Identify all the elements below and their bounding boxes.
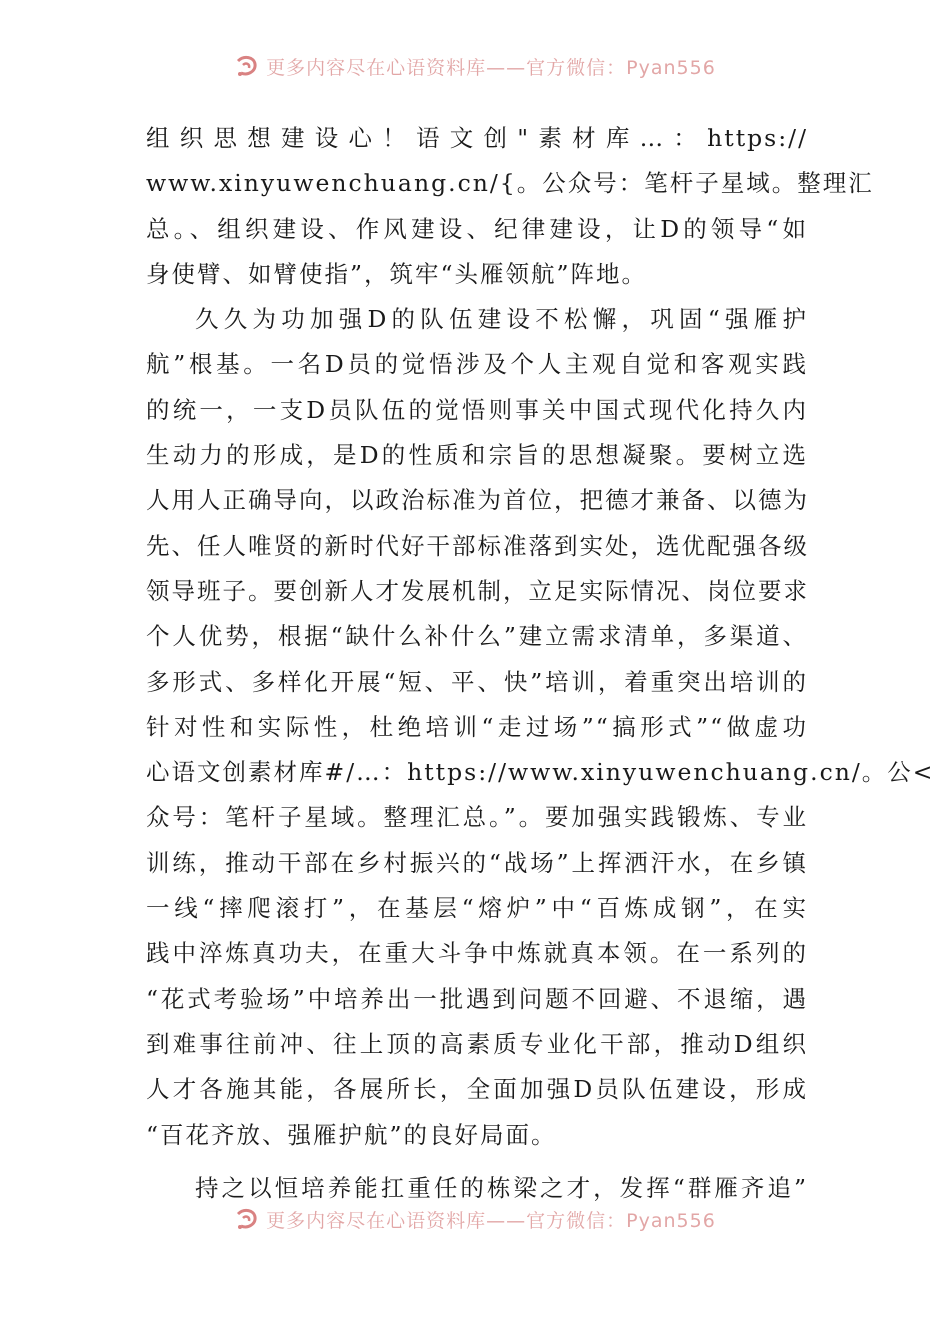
text-line: 多形式、多样化开展“短、平、快”培训，着重突出培训的 bbox=[146, 667, 808, 696]
text-line: 训练，推动干部在乡村振兴的“战场”上挥洒汗水，在乡镇 bbox=[146, 848, 808, 877]
text-line: www.xinyuwenchuang.cn/{。公众号：笔杆子星域。整理汇 bbox=[146, 169, 874, 198]
text-line: 个人优势，根据“缺什么补什么”建立需求清单，多渠道、 bbox=[146, 622, 808, 651]
text-line: 人才各施其能，各展所长，全面加强D员队伍建设，形成 bbox=[146, 1075, 808, 1104]
text-line: 生动力的形成，是D的性质和宗旨的思想凝聚。要树立选 bbox=[146, 441, 808, 470]
text-line: 身使臂、如臂使指”，筑牢“头雁领航”阵地。 bbox=[146, 259, 648, 288]
text-line: 领导班子。要创新人才发展机制，立足实际情况、岗位要求 bbox=[146, 576, 809, 605]
paragraph-gap bbox=[146, 1158, 808, 1166]
watermark-inner bbox=[234, 1206, 716, 1233]
text-line: 久久为功加强D的队伍建设不松懈，巩固“强雁护 bbox=[195, 305, 808, 334]
watermark-banner-top bbox=[0, 52, 950, 86]
document-body bbox=[146, 116, 935, 1211]
text-line: 持之以恒培养能扛重任的栋梁之才，发挥“群雁齐追” bbox=[195, 1173, 808, 1202]
watermark-logo-icon bbox=[234, 53, 260, 79]
text-line: 心语文创素材库#/…：https://www.xinyuwenchuang.cn/。公< bbox=[146, 758, 935, 787]
watermark-logo-icon bbox=[234, 1206, 260, 1232]
text-line: 先、任人唯贤的新时代好干部标准落到实处，选优配强各级 bbox=[146, 531, 809, 560]
watermark-text: 更多内容尽在心语资料库——官方微信：Pyan556 bbox=[266, 56, 716, 79]
text-line: 众号：笔杆子星域。整理汇总。”。要加强实践锻炼、专业 bbox=[146, 803, 808, 832]
text-line: 总。、组织建设、作风建设、纪律建设，让D的领导“如 bbox=[146, 214, 808, 243]
text-line: 组织思想建设心！语文创"素材库…：https:// bbox=[146, 124, 808, 152]
text-line: 人用人正确导向，以政治标准为首位，把德才兼备、以德为 bbox=[146, 486, 809, 515]
text-line: 针对性和实际性，杜绝培训“走过场”“搞形式”“做虚功 bbox=[146, 712, 808, 741]
paragraph-1 bbox=[146, 116, 874, 297]
text-line: “花式考验场”中培养出一批遇到问题不回避、不退缩，遇 bbox=[146, 984, 808, 1013]
watermark-text: 更多内容尽在心语资料库——官方微信：Pyan556 bbox=[266, 1209, 716, 1232]
text-line: “百花齐放、强雁护航”的良好局面。 bbox=[146, 1120, 557, 1149]
text-line: 的统一，一支D员队伍的觉悟则事关中国式现代化持久内 bbox=[146, 395, 808, 424]
text-line: 一线“摔爬滚打”，在基层“熔炉”中“百炼成钢”，在实 bbox=[146, 894, 808, 923]
text-line: 到难事往前冲、往上顶的高素质专业化干部，推动D组织 bbox=[146, 1029, 808, 1058]
watermark-inner bbox=[234, 53, 716, 80]
text-line: 航”根基。一名D员的觉悟涉及个人主观自觉和客观实践 bbox=[146, 350, 808, 379]
text-line: 践中淬炼真功夫，在重大斗争中炼就真本领。在一系列的 bbox=[146, 939, 808, 968]
watermark-banner-bottom bbox=[0, 1205, 950, 1239]
paragraph-2 bbox=[146, 297, 935, 1158]
